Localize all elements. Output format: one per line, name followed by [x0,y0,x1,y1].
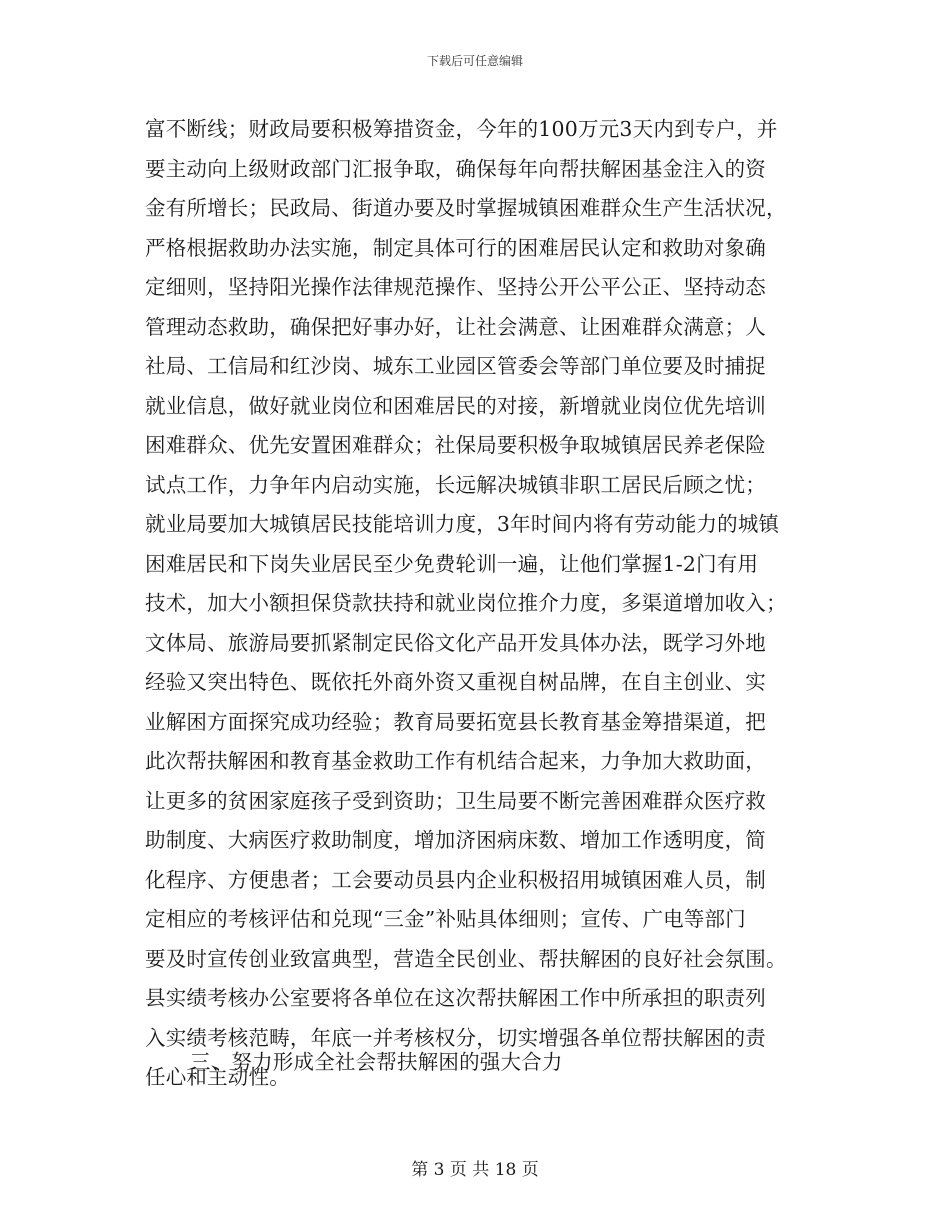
text-line: 经验又突出特色、既依托外商外资又重视自树品牌，在自主创业、实 [145,670,766,694]
text-line: 要及时宣传创业致富典型，营造全民创业、帮扶解困的良好社会氛围。 [145,946,787,971]
text-line: 任心和主动性。 [145,1065,290,1089]
text-line: 试点工作，力争年内启动实施，长远解决城镇非职工居民后顾之忧； [145,472,766,497]
text-line: 业解困方面探究成功经验；教育局要拓宽县长教育基金筹措渠道，把 [145,709,766,734]
text-line: 入实绩考核范畴，年底一并考核权分，切实增强各单位帮扶解困的责 [145,1025,766,1050]
text-line: 化程序、方便患者；工会要动员县内企业积极招用城镇困难人员，制 [145,867,766,892]
text-line: 社局、工信局和红沙岗、城东工业园区管委会等部门单位要及时捕捉 [145,354,766,378]
page-footer: 第 3 页 共 18 页 [411,1160,539,1180]
text-line: 技术，加大小额担保贷款扶持和就业岗位推介力度，多渠道增加收入； [145,591,787,615]
text-line: 严格根据救助办法实施，制定具体可行的困难居民认定和救助对象确 [145,235,766,260]
text-line: 富不断线；财政局要积极筹措资金，今年的100万元3天内到专户，并 [145,117,778,141]
text-line: 定相应的考核评估和兑现“三金”补贴具体细则；宣传、广电等部门 [145,907,746,931]
text-line: 困难居民和下岗失业居民至少免费轮训一遍，让他们掌握1-2门有用 [145,551,759,576]
text-line: 困难群众、优先安置困难群众；社保局要积极争取城镇居民养老保险 [145,433,766,457]
text-line: 金有所增长；民政局、街道办要及时掌握城镇困难群众生产生活状况， [145,196,787,220]
page-header: 下载后可任意编辑 [426,54,523,68]
text-line: 管理动态救助，确保把好事办好，让社会满意、让困难群众满意；人 [145,314,766,339]
text-line: 定细则，坚持阳光操作法律规范操作、坚持公开公平公正、坚持动态 [145,275,766,299]
text-line: 要主动向上级财政部门汇报争取，确保每年向帮扶解困基金注入的资 [145,156,766,181]
text-line: 文体局、旅游局要抓紧制定民俗文化产品开发具体办法，既学习外地 [145,630,766,655]
text-line: 让更多的贫困家庭孩子受到资助；卫生局要不断完善困难群众医疗救 [145,788,766,813]
section-heading: 三、努力形成全社会帮扶解困的强大合力 [190,1050,563,1074]
text-line: 助制度、大病医疗救助制度，增加济困病床数、增加工作透明度，简 [145,828,766,852]
text-line: 就业信息，做好就业岗位和困难居民的对接，新增就业岗位优先培训 [145,393,766,418]
text-line: 就业局要加大城镇居民技能培训力度，3年时间内将有劳动能力的城镇 [145,512,780,536]
body-paragraph [145,110,805,1098]
text-line: 县实绩考核办公室要将各单位在这次帮扶解困工作中所承担的职责列 [145,986,766,1010]
text-line: 此次帮扶解困和教育基金救助工作有机结合起来，力争加大救助面， [145,749,766,773]
